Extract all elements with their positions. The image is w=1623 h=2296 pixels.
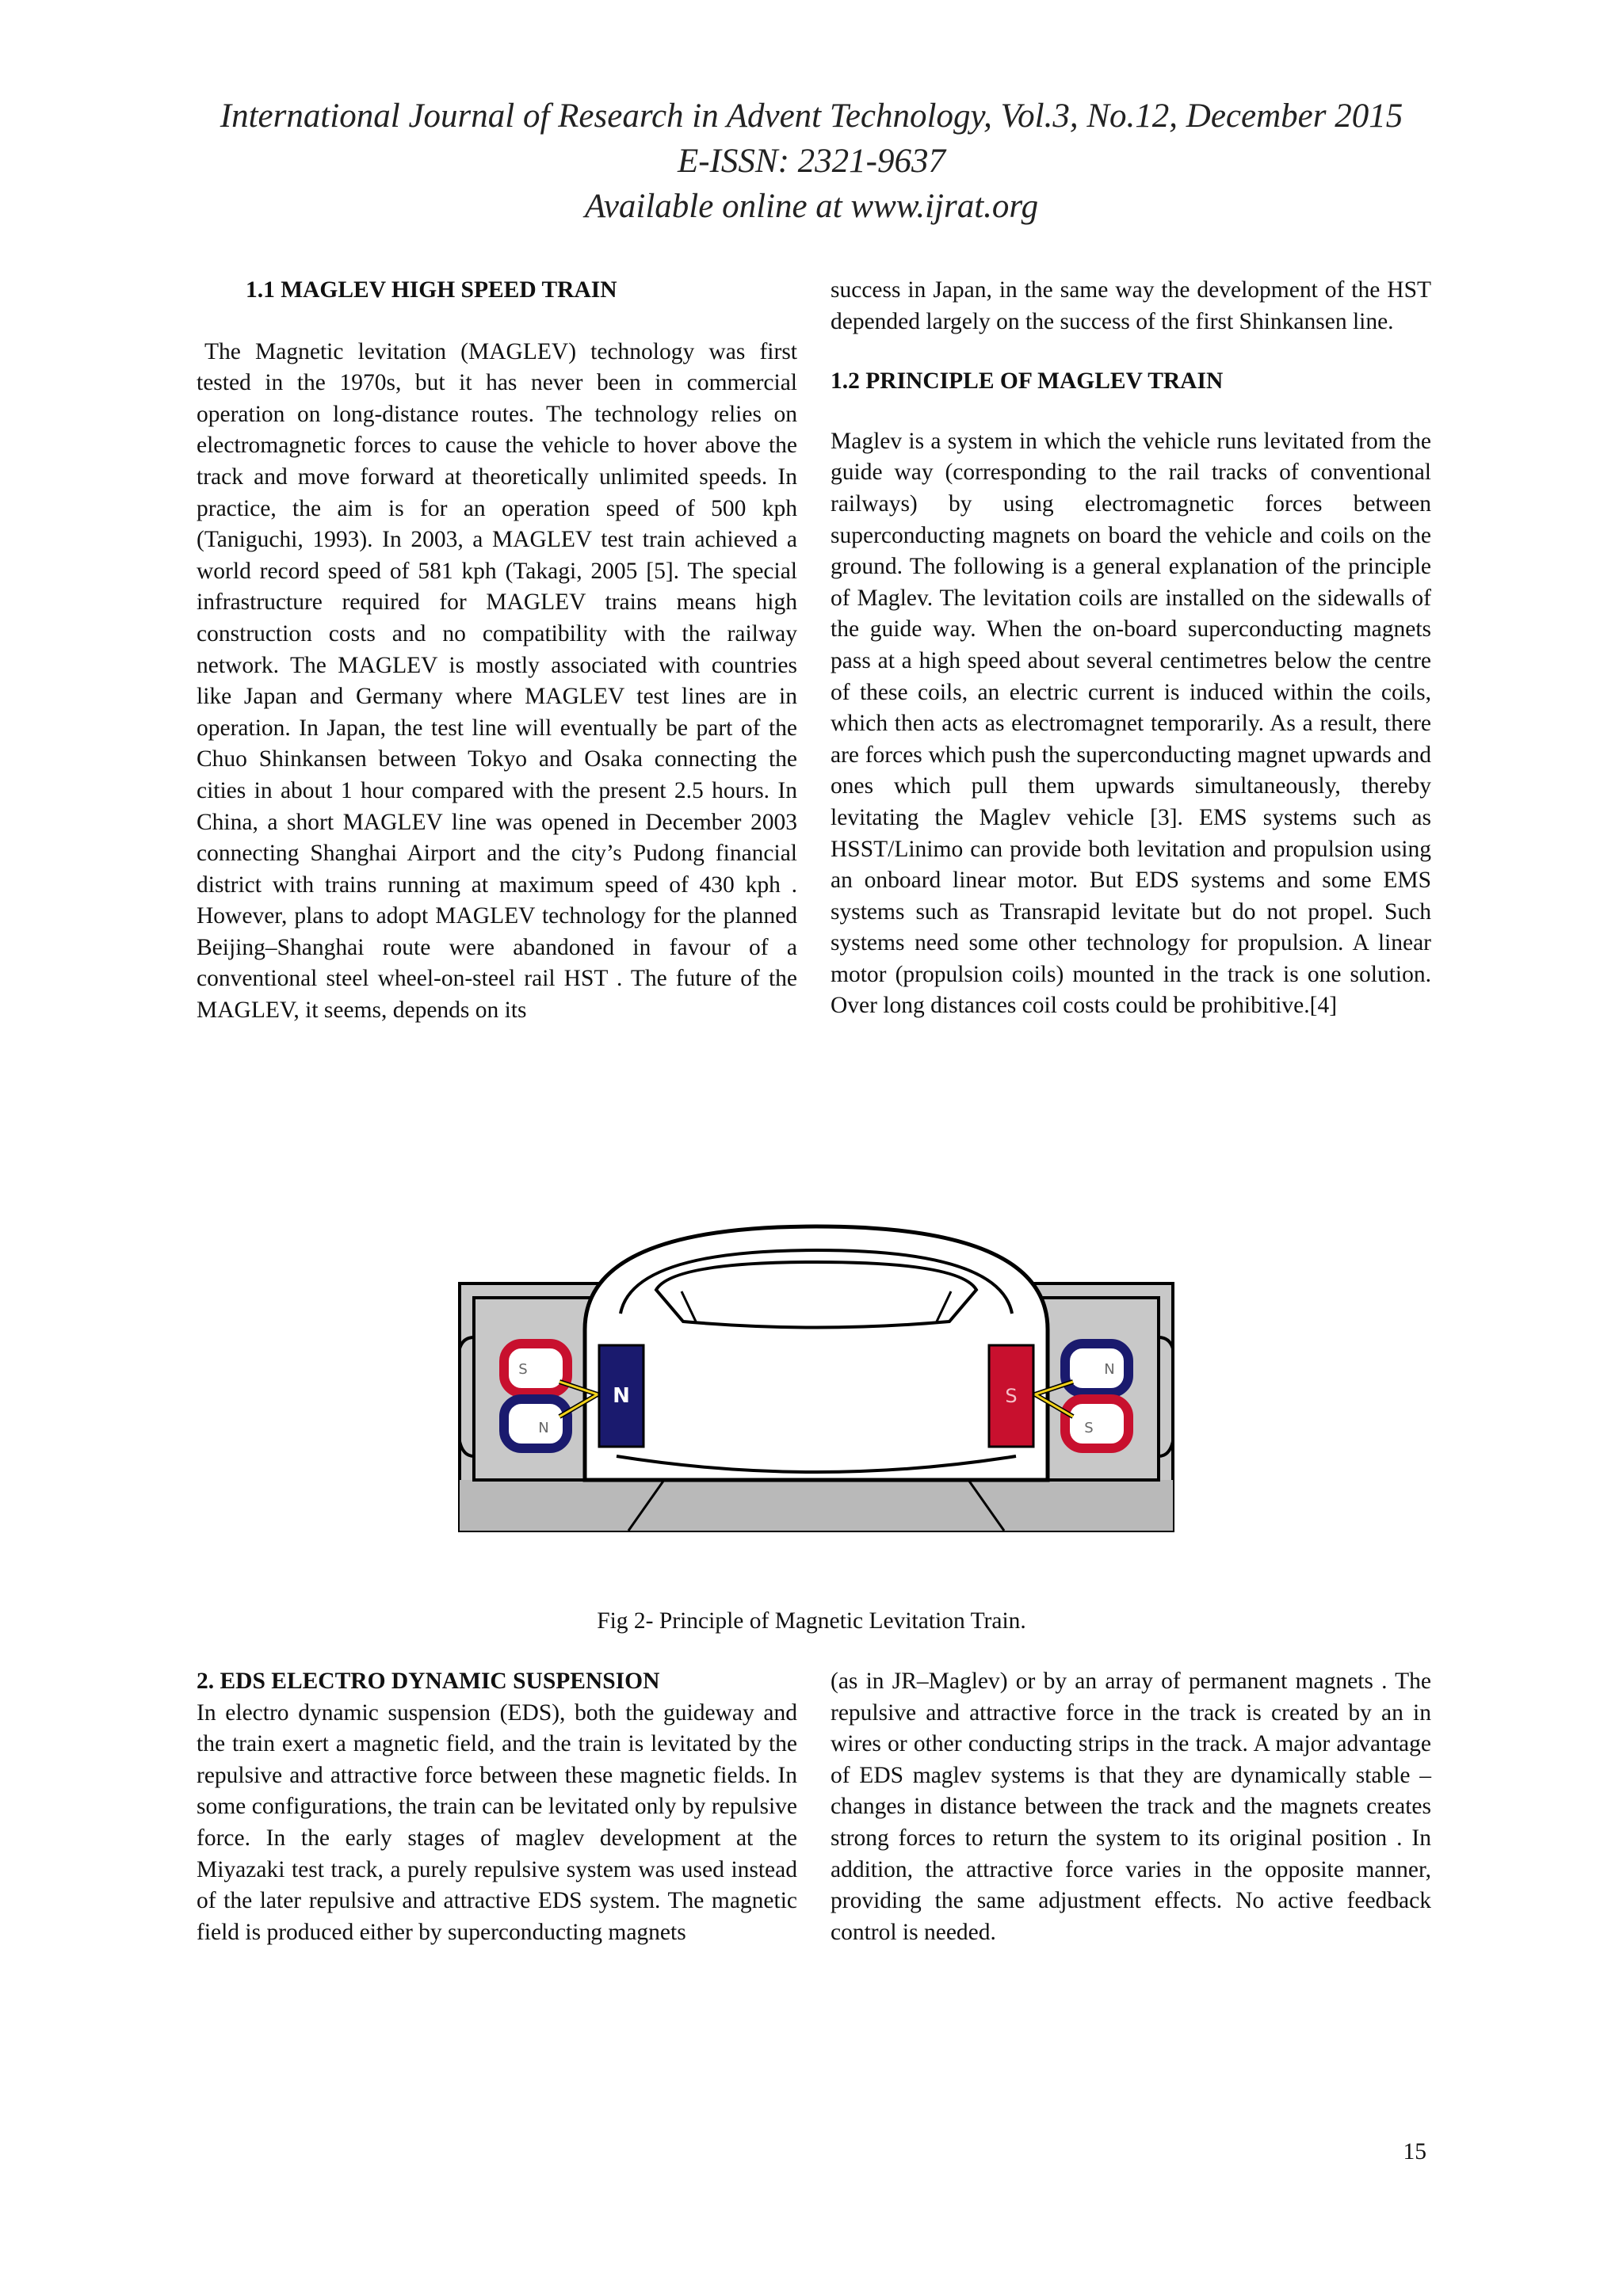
issn-line: E-ISSN: 2321-9637 (678, 143, 945, 180)
section-heading-1-1: 1.1 MAGLEV HIGH SPEED TRAIN (246, 277, 617, 303)
section-1-2-body: Maglev is a system in which the vehicle runs levitated from the guide way (corresponding to the rail tracks of conventional railways) by using electromagnetic forces between superconducting magnets on board the vehicle and coils on the ground. The following is a general explanation of the principle of Maglev. The levitation coils are installed on the sidewalls of the guide way. When the on-board superconducting magnets pass at a high speed about several centimetres below the centre of these coils, an electric current is induced within the coils, which then acts as electromagnet temporarily. As a result, there are forces which push the superconducting magnet upwards and ones which pull them upwards simultaneously, thereby levitating the Maglev vehicle [3]. EMS systems such as HSST/Linimo can provide both levitation and propulsion using an onboard linear motor. But EDS systems and some EMS systems such as Transrapid levitate but do not propel. Such systems need some other technology for propulsion. A linear motor (propulsion coils) mounted in the track is one solution. Over long distances coil costs could be prohibitive.[4] (831, 428, 1431, 1019)
right-upper-coil (1065, 1344, 1128, 1393)
right-lower-coil-label: S (1084, 1420, 1094, 1436)
left-lower-coil (504, 1399, 567, 1448)
right-upper-coil-label: N (1104, 1361, 1115, 1378)
left-column-top (197, 275, 797, 1027)
maglev-diagram (458, 1219, 1174, 1532)
journal-header (0, 93, 1623, 229)
section-heading-2: 2. EDS ELECTRO DYNAMIC SUSPENSION (197, 1669, 660, 1694)
right-column-bottom (831, 1666, 1431, 1948)
section-2-body: In electro dynamic suspension (EDS), both the guideway and the train exert a magnetic field, and the train is levitated by the repulsive and attractive force between these magnetic fields. In some configurations, the train can be levitated only by repulsive force. In the early stages of maglev development at the Miyazaki test track, a purely repulsive system was used instead of the later repulsive and attractive EDS system. The magnetic field is produced either by superconducting magnets (197, 1699, 797, 1945)
right-magnet-label: S (1005, 1385, 1018, 1407)
section-2-continuation: (as in JR–Maglev) or by an array of permanent magnets . The repulsive and attractive force in the track is created by an in wires or other conducting strips in the track. A major advantage of EDS maglev systems is that they are dynamically stable – changes in distance between the track and the magnets creates strong forces to return the system to its original position . In addition, the attractive force varies in the opposite manner, providing the same adjustment effects. No active feedback control is needed. (831, 1669, 1431, 1945)
section-heading-1-2: 1.2 PRINCIPLE OF MAGLEV TRAIN (831, 368, 1224, 395)
right-column-top (831, 275, 1431, 1022)
left-upper-coil-label: S (518, 1361, 528, 1378)
online-line: Available online at www.ijrat.org (584, 188, 1039, 225)
right-lower-coil (1065, 1399, 1128, 1448)
left-lower-coil-label: N (538, 1420, 549, 1436)
section-1-1-continuation: success in Japan, in the same way the development of the HST depended largely on the success of the first Shinkansen line. (831, 277, 1431, 334)
figure-caption: Fig 2- Principle of Magnetic Levitation Train. (597, 1608, 1026, 1634)
journal-title: International Journal of Research in Advent Technology, Vol.3, No.12, December 2015 (220, 97, 1403, 135)
page-number: 15 (1403, 2139, 1426, 2164)
left-upper-coil (504, 1344, 567, 1393)
left-column-bottom (197, 1666, 797, 1948)
left-magnet-label: N (613, 1384, 630, 1408)
section-1-1-body: The Magnetic levitation (MAGLEV) technology was first tested in the 1970s, but it has never been in commercial operation on long-distance routes. The technology relies on electromagnetic forces to cause the vehicle to hover above the track and move forward at theoretically unlimited speeds. In practice, the aim is for an operation speed of 500 kph (Taniguchi, 1993). In 2003, a MAGLEV test train achieved a world record speed of 581 kph (Takagi, 2005 [5]. The special infrastructure required for MAGLEV trains means high construction costs and no compatibility with the railway network. The MAGLEV is mostly associated with countries like Japan and Germany where MAGLEV test lines are in operation. In Japan, the test line will eventually be part of the Chuo Shinkansen between Tokyo and Osaka connecting the cities in about 1 hour compared with the present 2.5 hours. In China, a short MAGLEV line was opened in December 2003 connecting Shanghai Airport and the city’s Pudong financial district with trains running at maximum speed of 430 kph . However, plans to adopt MAGLEV technology for the planned Beijing–Shanghai route were abandoned in favour of a conventional steel wheel-on-steel rail HST . The future of the MAGLEV, it seems, depends on its (197, 338, 797, 1024)
